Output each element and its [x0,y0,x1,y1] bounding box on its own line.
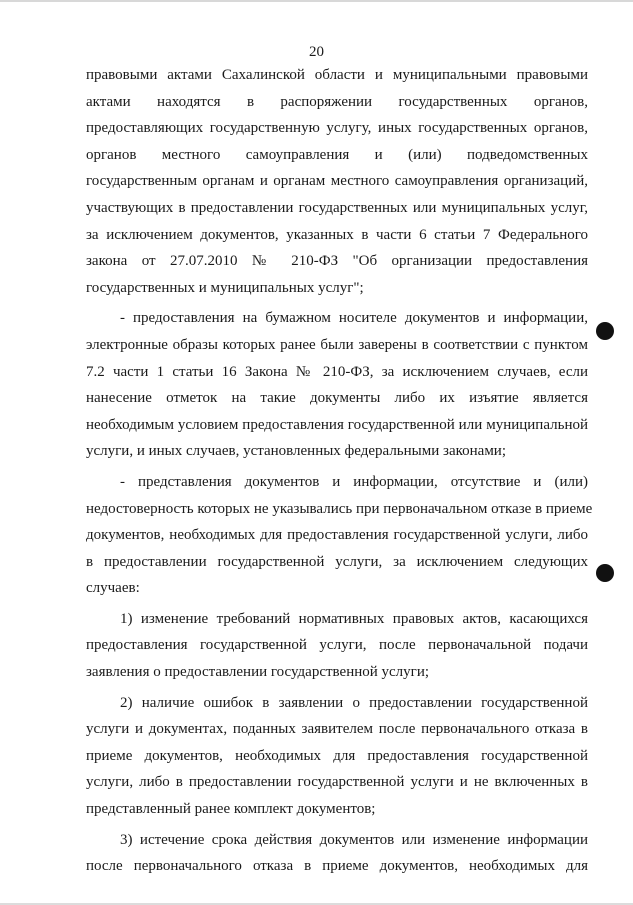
text-line: правовыми актами Сахалинской области и муниципальными правовыми [86,67,588,83]
text-line: недостоверность которых не указывались при первоначальном отказе в приеме [86,500,593,517]
binder-hole-icon [596,564,614,582]
text-line: - представления документов и информации, отсутствие и (или) [120,473,588,490]
text-line: случаев: [86,580,140,597]
text-line: государственным органам и органам местного самоуправления организаций, [86,173,588,190]
text-line: услуги, либо в предоставлении государственной услуги и не включенных в [86,774,588,791]
text-line: органов местного самоуправления и (или) подведомственных [86,146,588,163]
text-line: за исключением документов, указанных в части 6 статьи 7 Федерального [86,226,588,243]
text-line: - предоставления на бумажном носителе документов и информации, [120,310,588,327]
text-line: закона от 27.07.2010 № 210-ФЗ "Об организации предоставления [86,253,588,270]
text-line: 1) изменение требований нормативных правовых актов, касающихся [120,610,588,627]
text-line: услуги и документах, поданных заявителем после первоначального отказа в [86,721,588,738]
text-line: актами находятся в распоряжении государственных органов, [86,93,588,110]
text-line: приеме документов, необходимых для предоставления государственной [86,747,588,764]
text-line: необходимым условием предоставления государственной или муниципальной [86,416,588,433]
text-line: в предоставлении государственной услуги, за исключением следующих [86,553,588,570]
text-line: документов, необходимых для предоставления государственной услуги, либо [86,527,588,544]
text-line: нанесение отметок на такие документы либо их изъятие является [86,390,588,407]
text-line: участвующих в предоставлении государственных или муниципальных услуг, [86,199,588,216]
text-line: предоставления государственной услуги, после первоначальной подачи [86,637,588,654]
text-line: услуги, и иных случаев, установленных федеральными законами; [86,443,506,460]
document-body [86,62,593,880]
text-line: заявления о предоставлении государственной услуги; [86,664,430,681]
binder-hole-icon [596,322,614,340]
text-line: электронные образы которых ранее были заверены в соответствии с пунктом [86,336,588,353]
text-line: предоставляющих государственную услугу, иных государственных органов, [86,120,588,137]
text-line: 2) наличие ошибок в заявлении о предоставлении государственной [120,694,588,711]
text-line: представленный ранее комплект документов; [86,801,376,818]
text-line: после первоначального отказа в приеме документов, необходимых для [86,858,588,875]
page-number: 20 [309,44,324,60]
text-line: 3) истечение срока действия документов или изменение информации [120,831,588,848]
text-line: государственных и муниципальных услуг"; [86,279,364,296]
page-top-edge [0,0,633,2]
text-line: 7.2 части 1 статьи 16 Закона № 210-ФЗ, за исключением случаев, если [86,363,588,380]
